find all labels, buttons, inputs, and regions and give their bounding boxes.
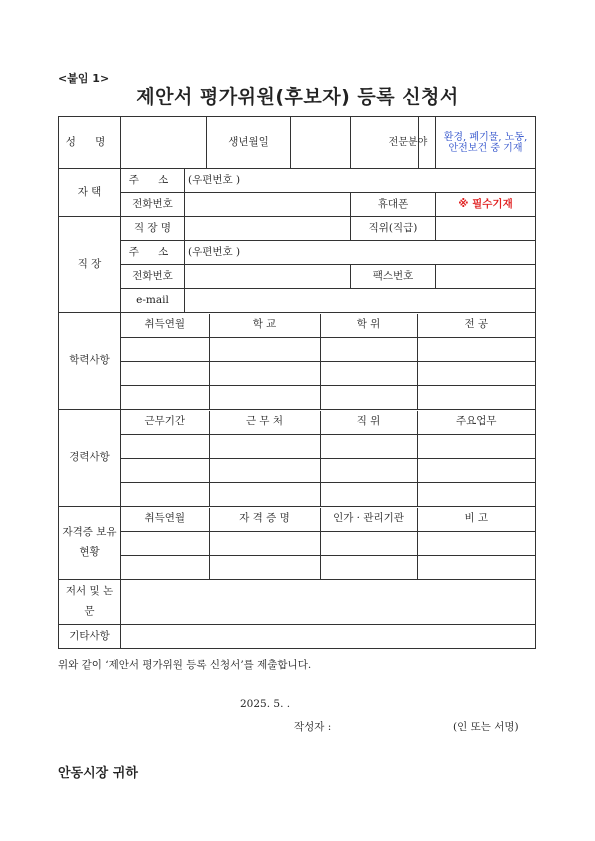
table-cell[interactable] <box>320 385 417 409</box>
other-label: 기타사항 <box>59 625 121 649</box>
field-note: 환경, 폐기물, 노동, 안전보건 중 기재 <box>436 117 536 169</box>
fax-label: 팩스번호 <box>351 265 436 289</box>
home-address-label: 주 소 <box>121 169 185 193</box>
table-cell[interactable] <box>417 531 535 555</box>
table-cell[interactable] <box>417 434 535 458</box>
license-header-authority: 인가 · 관리기관 <box>320 508 417 532</box>
table-cell[interactable] <box>320 458 417 482</box>
table-cell[interactable] <box>417 337 535 361</box>
education-label: 학력사항 <box>59 313 121 410</box>
education-header-date: 취득연월 <box>121 314 209 338</box>
table-cell[interactable] <box>209 385 320 409</box>
education-header-major: 전 공 <box>417 314 535 338</box>
table-cell[interactable] <box>417 385 535 409</box>
license-header-name: 자 격 증 명 <box>209 508 320 532</box>
declaration-text: 위와 같이 ‘제안서 평가위원 등록 신청서’를 제출합니다. <box>58 659 312 671</box>
company-field[interactable] <box>185 217 351 241</box>
date-line: 2025. 5. . <box>240 698 291 710</box>
home-phone-label: 전화번호 <box>121 193 185 217</box>
company-label: 직 장 명 <box>121 217 185 241</box>
papers-label: 저서 및 논문 <box>59 580 121 625</box>
work-label: 직 장 <box>59 217 121 313</box>
table-cell[interactable] <box>320 555 417 579</box>
career-table <box>121 410 536 507</box>
career-header-position: 직 위 <box>320 411 417 435</box>
table-cell[interactable] <box>320 361 417 385</box>
license-header-date: 취득연월 <box>121 508 209 532</box>
addressee: 안동시장 귀하 <box>58 766 138 781</box>
table-cell[interactable] <box>320 337 417 361</box>
work-address-label: 주 소 <box>121 241 185 265</box>
birth-field[interactable] <box>291 117 351 169</box>
table-cell[interactable] <box>209 337 320 361</box>
table-cell[interactable] <box>209 434 320 458</box>
table-cell[interactable] <box>209 361 320 385</box>
career-label: 경력사항 <box>59 410 121 507</box>
page-title: 제안서 평가위원(후보자) 등록 신청서 <box>136 86 459 108</box>
table-cell[interactable] <box>121 434 209 458</box>
table-cell[interactable] <box>121 337 209 361</box>
education-header-degree: 학 위 <box>320 314 417 338</box>
table-cell[interactable] <box>121 458 209 482</box>
author-label: 작성자 : <box>294 721 332 733</box>
career-header-employer: 근 무 처 <box>209 411 320 435</box>
table-cell[interactable] <box>417 458 535 482</box>
email-field[interactable] <box>185 289 536 313</box>
home-address-field[interactable]: (우편번호 ) <box>185 169 536 193</box>
table-cell[interactable] <box>121 361 209 385</box>
work-phone-field[interactable] <box>185 265 351 289</box>
job-position-field[interactable] <box>436 217 536 241</box>
application-form <box>58 116 536 649</box>
work-address-field[interactable]: (우편번호 ) <box>185 241 536 265</box>
license-label: 자격증 보유현황 <box>59 507 121 580</box>
table-cell[interactable] <box>121 531 209 555</box>
table-cell[interactable] <box>121 385 209 409</box>
table-cell[interactable] <box>209 555 320 579</box>
job-position-label: 직위(직급) <box>351 217 436 241</box>
work-phone-label: 전화번호 <box>121 265 185 289</box>
attachment-label: <붙임 1> <box>58 72 110 85</box>
mobile-required-note[interactable]: ※ 필수기재 <box>436 193 536 217</box>
table-cell[interactable] <box>121 482 209 506</box>
table-cell[interactable] <box>417 555 535 579</box>
mobile-label: 휴대폰 <box>351 193 436 217</box>
home-label: 자 택 <box>59 169 121 217</box>
field-label: 전문분야 <box>419 117 436 169</box>
papers-field[interactable] <box>121 580 536 625</box>
career-header-period: 근무기간 <box>121 411 209 435</box>
other-field[interactable] <box>121 625 536 649</box>
license-table <box>121 507 536 580</box>
table-cell[interactable] <box>121 555 209 579</box>
name-label: 성 명 <box>59 117 121 169</box>
table-cell[interactable] <box>320 434 417 458</box>
table-cell[interactable] <box>417 361 535 385</box>
table-cell[interactable] <box>209 531 320 555</box>
table-cell[interactable] <box>320 531 417 555</box>
name-field[interactable] <box>121 117 207 169</box>
email-label: e-mail <box>121 289 185 313</box>
fax-field[interactable] <box>436 265 536 289</box>
seal-label: (인 또는 서명) <box>453 721 519 733</box>
table-cell[interactable] <box>320 482 417 506</box>
education-header-school: 학 교 <box>209 314 320 338</box>
table-cell[interactable] <box>417 482 535 506</box>
home-phone-field[interactable] <box>185 193 351 217</box>
table-cell[interactable] <box>209 458 320 482</box>
education-table <box>121 313 536 410</box>
birth-label: 생년월일 <box>207 117 291 169</box>
table-cell[interactable] <box>209 482 320 506</box>
career-header-duties: 주요업무 <box>417 411 535 435</box>
license-header-remarks: 비 고 <box>417 508 535 532</box>
